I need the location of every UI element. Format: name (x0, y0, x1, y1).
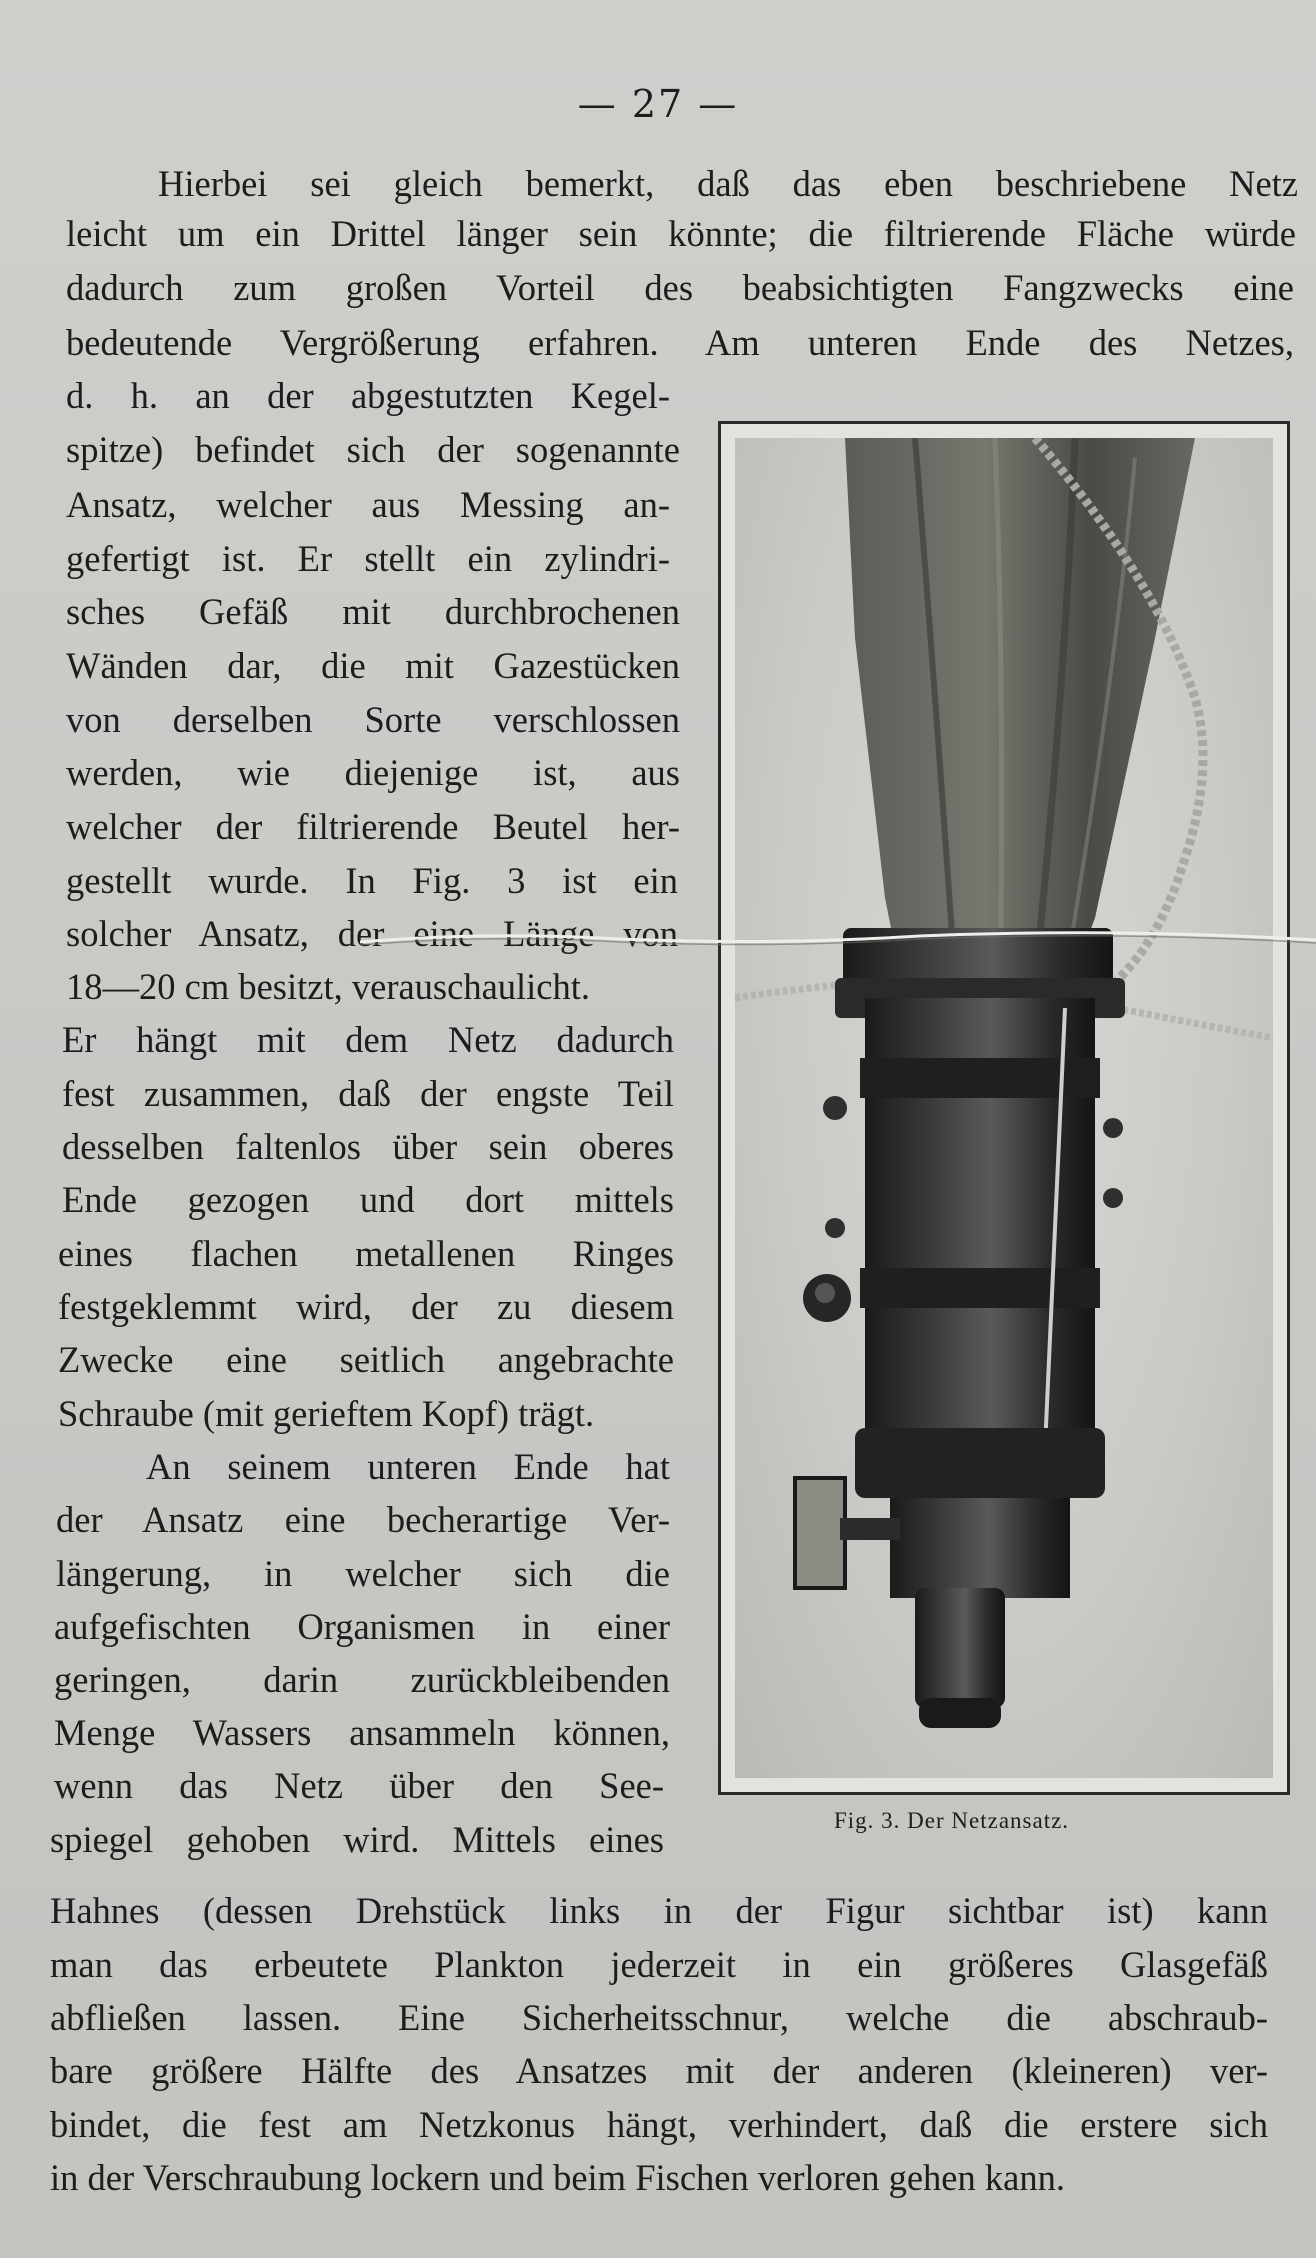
text-line: leicht um ein Drittel länger sein könnte; die filtrierende Fläche würde (66, 213, 1296, 254)
text-line: geringen, darin zurückbleibenden (54, 1659, 670, 1700)
text-line: eines flachen metallenen Ringes (58, 1233, 674, 1274)
text-line: in der Verschraubung lockern und beim Fischen verloren gehen kann. (50, 2157, 1065, 2198)
text-line: fest zusammen, daß der engste Teil (62, 1073, 674, 1114)
text-line: gestellt wurde. In Fig. 3 ist ein (66, 860, 678, 901)
text-line: bare größere Hälfte des Ansatzes mit der anderen (kleineren) ver- (50, 2050, 1268, 2091)
text-line: man das erbeutete Plankton jederzeit in ein größeres Glasgefäß (50, 1944, 1268, 1985)
text-line: dadurch zum großen Vorteil des beabsichtigten Fangzwecks eine (66, 267, 1294, 308)
text-line: sches Gefäß mit durchbrochenen (66, 591, 680, 632)
text-line: bindet, die fest am Netzkonus hängt, verhindert, daß die erstere sich (50, 2104, 1268, 2145)
text-line: gefertigt ist. Er stellt ein zylindri- (66, 538, 670, 579)
text-line: desselben faltenlos über sein oberes (62, 1126, 674, 1167)
text-line: Hahnes (dessen Drehstück links in der Figur sichtbar ist) kann (50, 1890, 1268, 1931)
text-line: spiegel gehoben wird. Mittels eines (50, 1819, 664, 1860)
text-line: werden, wie diejenige ist, aus (66, 752, 680, 793)
text-line: d. h. an der abgestutzten Kegel- (66, 375, 670, 416)
text-line: Menge Wassers ansammeln können, (54, 1712, 670, 1753)
text-line: welcher der filtrierende Beutel her- (66, 806, 680, 847)
text-line: wenn das Netz über den See- (54, 1765, 664, 1806)
text-line: Er hängt mit dem Netz dadurch (62, 1019, 674, 1060)
text-line: Schraube (mit gerieftem Kopf) trägt. (58, 1393, 595, 1434)
text-line: solcher Ansatz, der eine Länge von (66, 913, 678, 954)
text-line: Zwecke eine seitlich angebrachte (58, 1339, 674, 1380)
text-line: der Ansatz eine becherartige Ver- (56, 1499, 670, 1540)
text-line: An seinem unteren Ende hat (146, 1446, 670, 1487)
text-line: bedeutende Vergrößerung erfahren. Am unteren Ende des Netzes, (66, 322, 1294, 363)
text-line: spitze) befindet sich der sogenannte (66, 429, 680, 470)
photo-drawing (735, 438, 1273, 1778)
text-line: aufgefischten Organismen in einer (54, 1606, 670, 1647)
text-line: 18—20 cm besitzt, verauschaulicht. (66, 966, 591, 1007)
net-attachment-photo-icon (735, 438, 1273, 1778)
page-number: — 27 — (577, 82, 739, 126)
figure-caption: Fig. 3. Der Netzansatz. (834, 1808, 1070, 1833)
text-line: Wänden dar, die mit Gazestücken (66, 645, 680, 686)
text-line: Hierbei sei gleich bemerkt, daß das eben beschriebene Netz (158, 163, 1298, 204)
text-line: Ansatz, welcher aus Messing an- (66, 484, 670, 525)
text-line: festgeklemmt wird, der zu diesem (58, 1286, 674, 1327)
text-line: Ende gezogen und dort mittels (62, 1179, 674, 1220)
text-line: längerung, in welcher sich die (56, 1553, 670, 1594)
text-line: abfließen lassen. Eine Sicherheitsschnur, welche die abschraub- (50, 1997, 1268, 2038)
text-line: von derselben Sorte verschlossen (66, 699, 680, 740)
figure-3 (718, 421, 1290, 1795)
